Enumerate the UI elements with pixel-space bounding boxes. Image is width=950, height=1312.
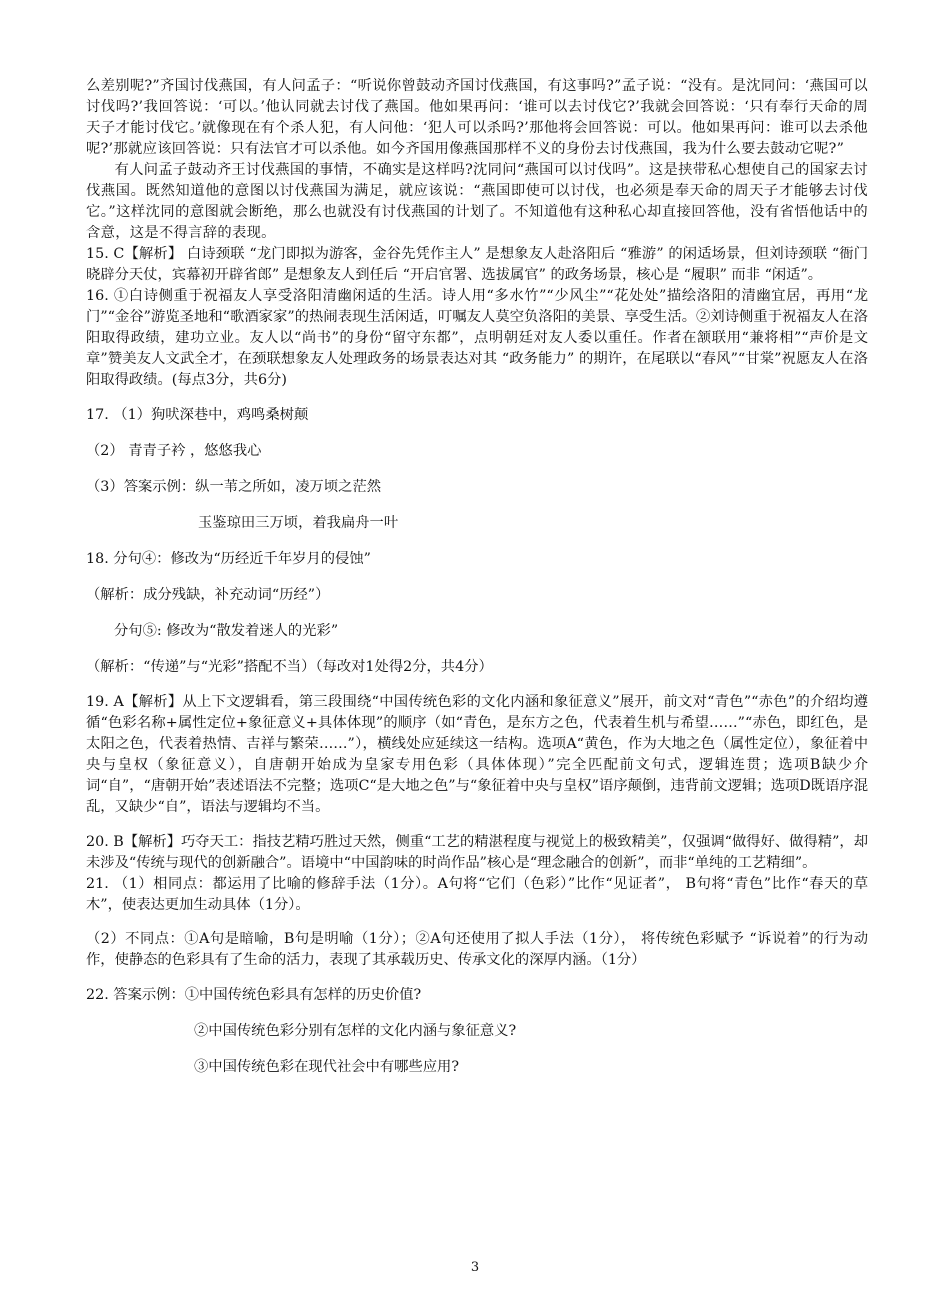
answer-20: 20. B【解析】巧夺天工：指技艺精巧胜过天然，侧重“工艺的精湛程度与视觉上的极致精美”，仅强调“做得好、做得精”，却未涉及“传统与现代的创新融合”。语境中“中国韵味的时尚作品”核心是“理念融合的创新”，而非“单纯的工艺精细”。 <box>86 834 868 871</box>
document-body <box>86 76 868 1078</box>
answer-17-3: （3）答案示例：纵一苇之所如，凌万顷之茫然 <box>86 479 382 495</box>
answer-22-2: ②中国传统色彩分别有怎样的文化内涵与象征意义? <box>194 1023 517 1039</box>
answer-18-1: 18. 分句④：修改为“历经近千年岁月的侵蚀” <box>86 551 371 567</box>
passage-paragraph: 有人问孟子鼓动齐王讨伐燕国的事情，不确实是这样吗?沈同问“燕国可以讨伐吗”。这是挟带私心想使自己的国家去讨伐燕国。既然知道他的意图以讨伐燕国为满足，就应该说：“燕国即使可以讨伐，也必须是奉天命的周天子才能够去讨伐它。”这样沈同的意图就会断绝，那么也就没有讨伐燕国的计划了。不知道他有这种私心却直接回答他，没有省悟他话中的含意，这是不得言辞的表现。 <box>86 162 868 241</box>
answer-21-2: （2）不同点：①A句是暗喻，B句是明喻（1分）；②A句还使用了拟人手法（1分）， 将传统色彩赋予 “诉说着”的行为动作，使静态的色彩具有了生命的活力，表现了其承载历史、传承文化的深厚内涵。（1分） <box>86 931 868 968</box>
answer-17-1: 17. （1）狗吠深巷中，鸡鸣桑树颠 <box>86 407 309 423</box>
answer-19: 19. A【解析】从上下文逻辑看，第三段围绕“中国传统色彩的文化内涵和象征意义”展开，前文对“青色”“赤色”的介绍均遵循“色彩名称+属性定位+象征意义+具体体现”的顺序（如“青色，是东方之色，代表着生机与希望……”“赤色，即红色，是太阳之色，代表着热情、吉祥与繁荣……”），横线处应延续这一结构。选项A“黄色，作为大地之色（属性定位），象征着中央与皇权（象征意义），自唐朝开始成为皇家专用色彩（具体体现）”完全匹配前文句式，逻辑连贯；选项B缺少介词“自”，“唐朝开始”表述语法不完整；选项C“是大地之色”与“象征着中央与皇权”语序颠倒，违背前文逻辑；选项D既语序混乱，又缺少“自”，语法与逻辑均不当。 <box>86 694 868 815</box>
answer-21-1: 21. （1）相同点：都运用了比喻的修辞手法（1分）。A句将“它们（色彩）”比作“见证者”， B句将“青色”比作“春天的草木”，使表达更加生动具体（1分）。 <box>86 876 868 913</box>
page-number: 3 <box>470 1260 480 1275</box>
answer-17-3-alt: 玉鉴琼田三万顷，着我扁舟一叶 <box>198 515 399 531</box>
answer-16: 16. ①白诗侧重于祝福友人享受洛阳清幽闲适的生活。诗人用“多水竹”“少风尘”“花处处”描绘洛阳的清幽宜居，再用“龙门”“金谷”游览圣地和“歌酒家家”的热闹表现生活闲适，叮嘱友人莫空负洛阳的美景、享受生活。②刘诗侧重于祝福友人在洛阳取得政绩，建功立业。友人以“尚书”的身份“留守东都”，点明朝廷对友人委以重任。作者在颔联用“兼将相”“声价是文章”赞美友人文武全才，在颈联想象友人处理政务的场景表达对其 “政务能力” 的期许，在尾联以“春风”“甘棠”祝愿友人在洛阳取得政绩。(每点3分，共6分) <box>86 288 868 388</box>
answer-22-3: ③中国传统色彩在现代社会中有哪些应用? <box>194 1059 460 1075</box>
answer-18-analysis-1: （解析：成分残缺，补充动词“历经”） <box>86 587 330 603</box>
answer-22-1: 22. 答案示例：①中国传统色彩具有怎样的历史价值? <box>86 987 422 1003</box>
answer-17-2: （2） 青青子衿 ，悠悠我心 <box>86 443 262 459</box>
passage-paragraph: 么差别呢?”齐国讨伐燕国，有人问孟子：“听说你曾鼓动齐国讨伐燕国，有这事吗?”孟子说：“没有。是沈同问：‘燕国可以讨伐吗?’我回答说：‘可以。’他认同就去讨伐了燕国。他如果再问：‘谁可以去讨伐它?’我就会回答说：‘只有奉行天命的周天子才能讨伐它。’就像现在有个杀人犯，有人问他：‘犯人可以杀吗?’那他将会回答说：可以。他如果再问：谁可以去杀他呢?’那就应该回答说：只有法官才可以杀他。如今齐国用像燕国那样不义的身份去讨伐燕国，我为什么要去鼓动它呢?” <box>86 78 868 157</box>
answer-18-2: 分句⑤: 修改为“散发着迷人的光彩” <box>114 623 339 639</box>
answer-18-analysis-2: （解析：“传递”与“光彩”搭配不当）（每改对1处得2分，共4分） <box>86 659 493 675</box>
answer-15: 15. C【解析】 白诗颈联 “龙门即拟为游客，金谷先凭作主人” 是想象友人赴洛阳后 “雅游” 的闲适场景，但刘诗颈联 “衙门晓辟分天仗，宾幕初开辟省郎” 是想象友人到任后 “开启官署、选拔属官” 的政务场景，核心是 “履职” 而非 “闲适”。 <box>86 246 868 283</box>
